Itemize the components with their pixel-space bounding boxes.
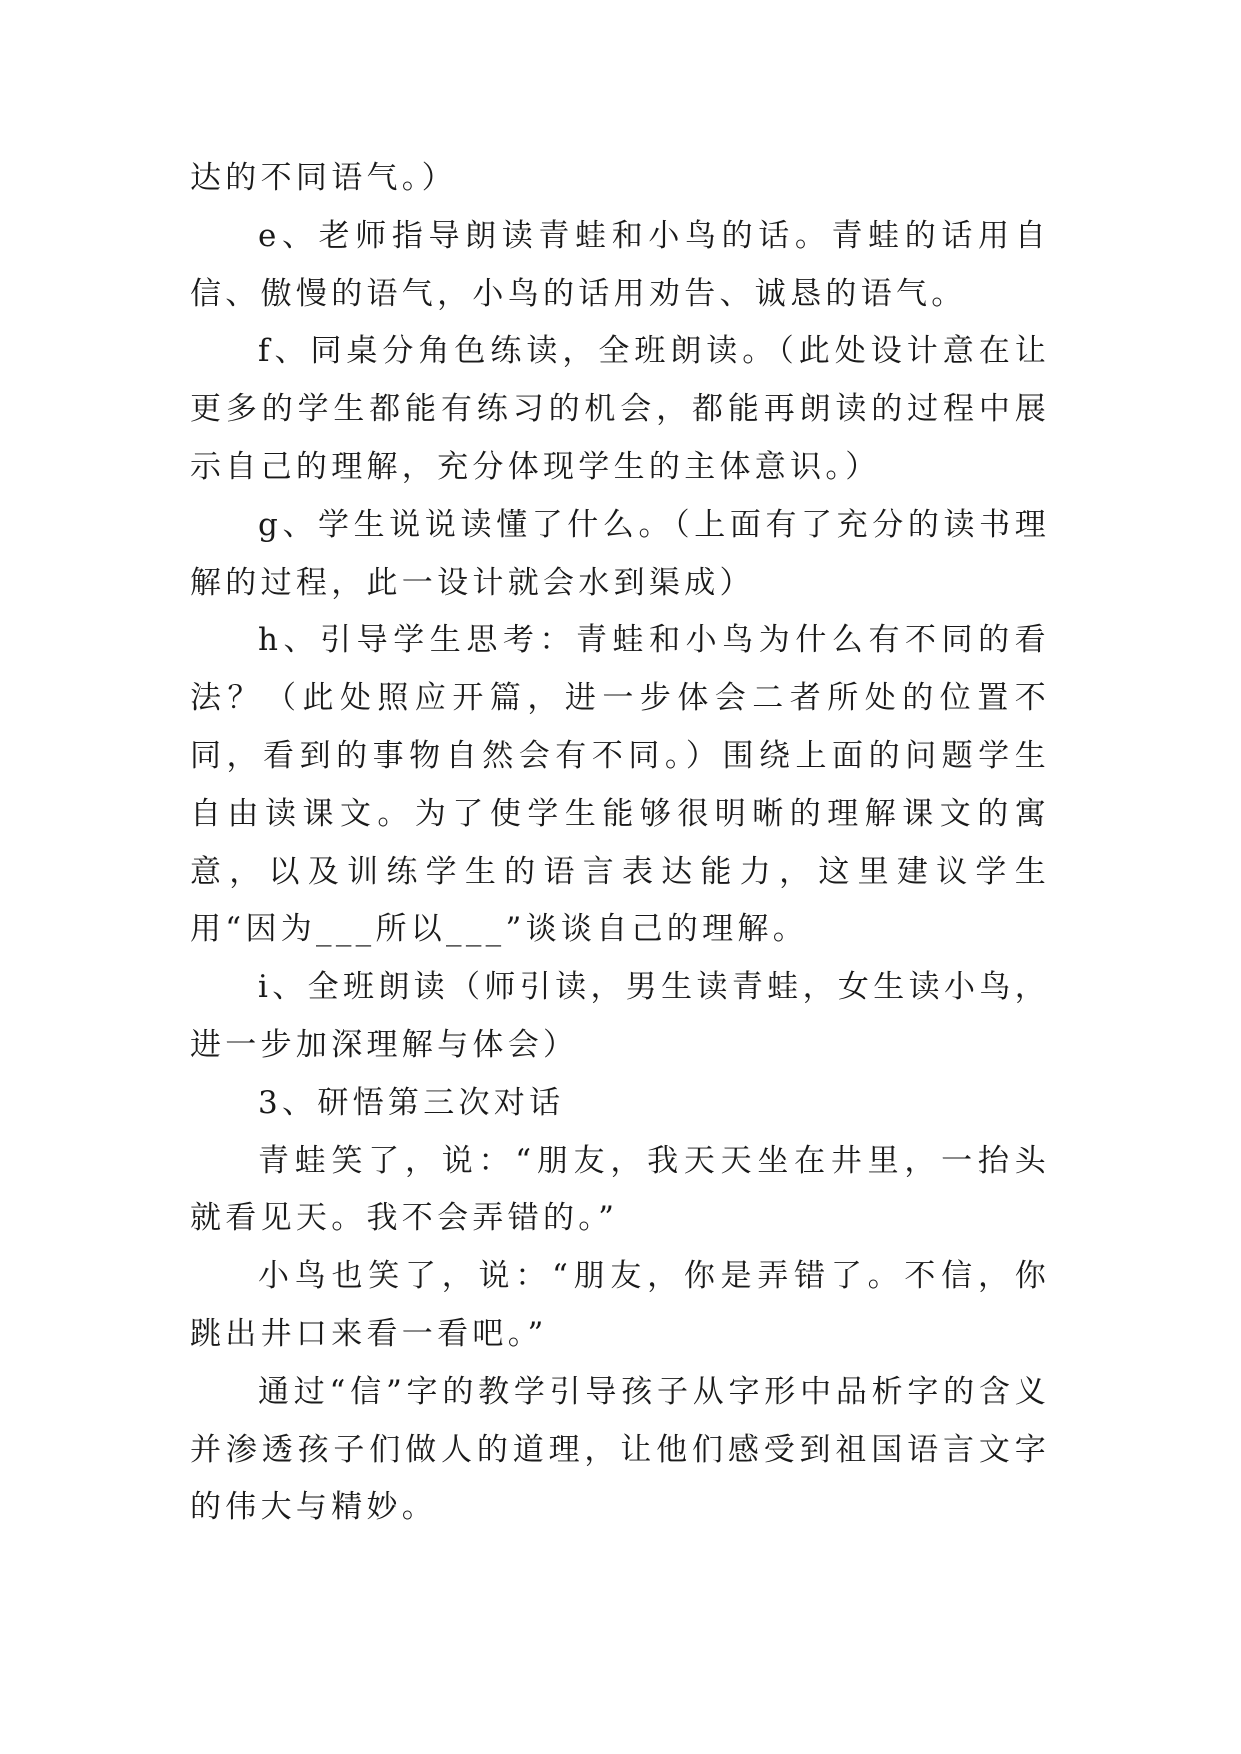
paragraph-continuation: 达的不同语气。） xyxy=(190,160,457,196)
paragraph-step-i: i、全班朗读（师引读，男生读青蛙，女生读小鸟，进一步加深理解与体会） xyxy=(190,969,1050,1063)
paragraph-step-g: g、学生说说读懂了什么。（上面有了充分的读书理解的过程，此一设计就会水到渠成） xyxy=(190,506,1050,601)
paragraph-step-h: h、引导学生思考：青蛙和小鸟为什么有不同的看法？（此处照应开篇，进一步体会二者所处的位置不同，看到的事物自然会有不同。）围绕上面的问题学生自由读课文。为了使学生能够很明晰的理解课文的寓意，以及训练学生的语言表达能力，这里建议学生用“因为___所以___”谈谈自己的理解。 xyxy=(190,622,1050,948)
document-page xyxy=(190,150,1050,1537)
paragraph-step-e: e、老师指导朗读青蛙和小鸟的话。青蛙的话用自信、傲慢的语气，小鸟的话用劝告、诚恳的语气。 xyxy=(190,217,1050,312)
section-heading-3: 3、研悟第三次对话 xyxy=(258,1084,565,1121)
paragraph-bird-quote: 小鸟也笑了，说：“朋友，你是弄错了。不信，你跳出井口来看一看吧。” xyxy=(190,1258,1050,1352)
paragraph-frog-quote: 青蛙笑了，说：“朋友，我天天坐在井里，一抬头就看见天。我不会弄错的。” xyxy=(190,1142,1050,1237)
paragraph-teaching-note: 通过“信”字的教学引导孩子从字形中品析字的含义并渗透孩子们做人的道理，让他们感受到祖国语言文字的伟大与精妙。 xyxy=(190,1373,1051,1526)
paragraph-step-f: f、同桌分角色练读，全班朗读。（此处设计意在让更多的学生都能有练习的机会，都能再朗读的过程中展示自己的理解，充分体现学生的主体意识。） xyxy=(190,333,1050,485)
